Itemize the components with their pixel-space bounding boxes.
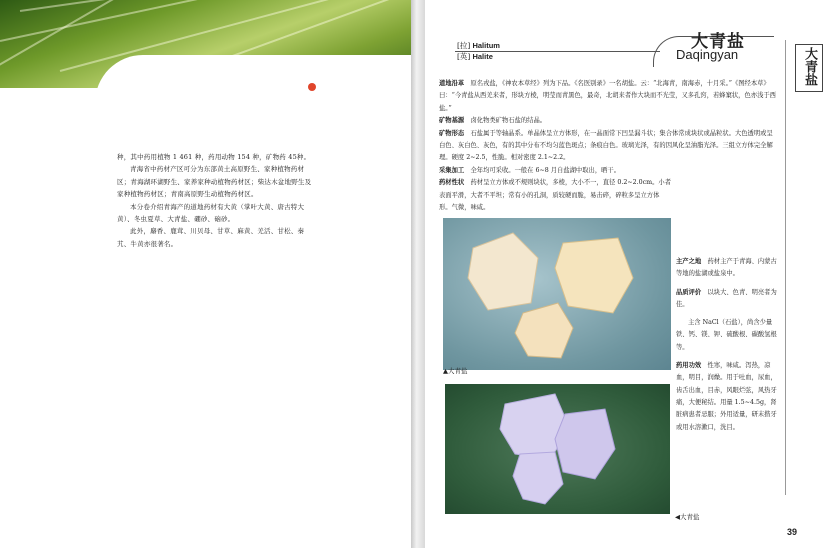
side-text: 性寒，味咸。泻热，凉血，明目，润燥。用于吐血，尿血，齿舌出血，目赤，风眼烂弦，风热牙痛，大便秘结。用量 1.5~4.5g，肾脏病患者忌服；外用适量，研末揩牙或用水溶漱口，洗目。 <box>676 362 777 431</box>
side-section <box>676 256 778 281</box>
paragraph: 种，其中药用植物 1 461 种，药用动物 154 种，矿物药 45种。 <box>117 153 311 161</box>
section <box>439 115 779 127</box>
page-title-pinyin: Daqingyan <box>676 47 739 62</box>
paragraph: 本分卷介绍青海产的道地药材有大黄（掌叶大黄、唐古特大黄）、冬虫夏草、大青盐、硼砂、硇砂。 <box>117 202 305 224</box>
halite-photo-1 <box>443 218 671 370</box>
page-curve-decoration <box>95 55 411 115</box>
side-text: 主含 NaCl（石盐），尚含少量铁、钙、镁、钾、硫酸根、碳酸氢根等。 <box>676 319 777 351</box>
latin-label: [拉] <box>457 41 471 50</box>
section <box>439 128 779 165</box>
header-rule <box>455 51 660 52</box>
section-label: 药材性状 <box>439 179 465 187</box>
photo-caption-1: ▲大青盐 <box>443 367 468 375</box>
latin-name: Halitum <box>472 41 500 50</box>
section <box>439 177 671 214</box>
section-text: 全年均可采收。一般在 6~8 月自盐湖中取出，晒干。 <box>470 166 621 174</box>
section-label: 矿物基源 <box>439 117 465 125</box>
side-tab <box>795 44 823 92</box>
side-text: 以块大、色青、明亮者为佳。 <box>676 288 777 308</box>
crystal-illustration <box>443 218 671 370</box>
side-rule <box>785 40 834 495</box>
section-text: 原名戎盐，《神农本草经》列为下品。《名医别录》一名胡盐。云：“北海青，南海赤，十月采。”《图经本草》曰：“今青盐从西羌来者，形块方棱，明莹而青黑色，最奇，北胡来者作大块而不光莹，又多孔窍，若蜂窠状，色亦浅于西盐。” <box>439 80 776 112</box>
right-page <box>425 0 834 548</box>
page-number: 39 <box>787 527 798 537</box>
side-text: 药材主产于青海、内蒙古等地的盐湖或盐泉中。 <box>676 258 777 278</box>
section-label: 矿物形态 <box>439 129 465 137</box>
english-name: Halite <box>472 52 493 61</box>
side-tab-text: 大青盐 <box>802 47 817 86</box>
section <box>439 78 779 115</box>
paragraph: 此外，麝香、鹿茸、川贝母、甘草、麻黄、羌活、甘松、秦艽、牛黄亦很著名。 <box>117 227 305 248</box>
book-gutter <box>411 0 425 548</box>
section <box>439 165 779 177</box>
side-label: 主产之地 <box>676 258 702 265</box>
side-section <box>676 317 778 354</box>
side-label: 品质评价 <box>676 288 702 296</box>
left-page-body <box>117 151 317 250</box>
red-dot-ornament <box>308 83 316 91</box>
left-page <box>0 0 411 548</box>
section-label: 采集加工 <box>439 166 465 174</box>
section-text: 石盐属于等轴晶系。单晶体呈立方体形，在一晶面常下凹呈漏斗状；集合体常成块状或晶粒状。大色透明或呈白色、灰白色、灰色，有的其中分布不均匀蓝色斑点；条痕白色。玻璃光泽，有的因风化呈油脂光泽。三组立方体完全解理。硬度 2~2.5，性脆。相对密度 2.1~2.2。 <box>439 129 773 162</box>
section-label: 道地沿革 <box>439 80 465 87</box>
right-page-body <box>439 78 779 214</box>
right-page-side-column <box>676 208 778 434</box>
photo-caption-2: ◀大青盐 <box>675 513 700 521</box>
page-title: 大青盐 <box>691 32 745 52</box>
side-section <box>676 360 778 434</box>
section-text: 药材呈立方体或不规则块状，多棱，大小不一，直径 0.2~2.0cm。小者表面平滑，大者不平坦；常有小的孔洞，质较硬而脆，易击碎，碎粒多呈立方体形。气微，味咸。 <box>439 179 672 212</box>
english-label: [英] <box>457 52 471 61</box>
section-text: 卤化物类矿物石盐的结晶。 <box>470 117 547 125</box>
paragraph: 青海省中药材产区可分为东部黄土高原野生、家种植物药材区；青海湖环湖野生、家养家种动植物药材区；柴达木盆地野生及家种植物药材区；青南高原野生动植物药材区。 <box>117 165 312 199</box>
side-section <box>676 287 778 312</box>
side-label: 药用功效 <box>676 362 702 370</box>
crystal-illustration <box>445 384 670 514</box>
halite-photo-2 <box>445 384 670 514</box>
